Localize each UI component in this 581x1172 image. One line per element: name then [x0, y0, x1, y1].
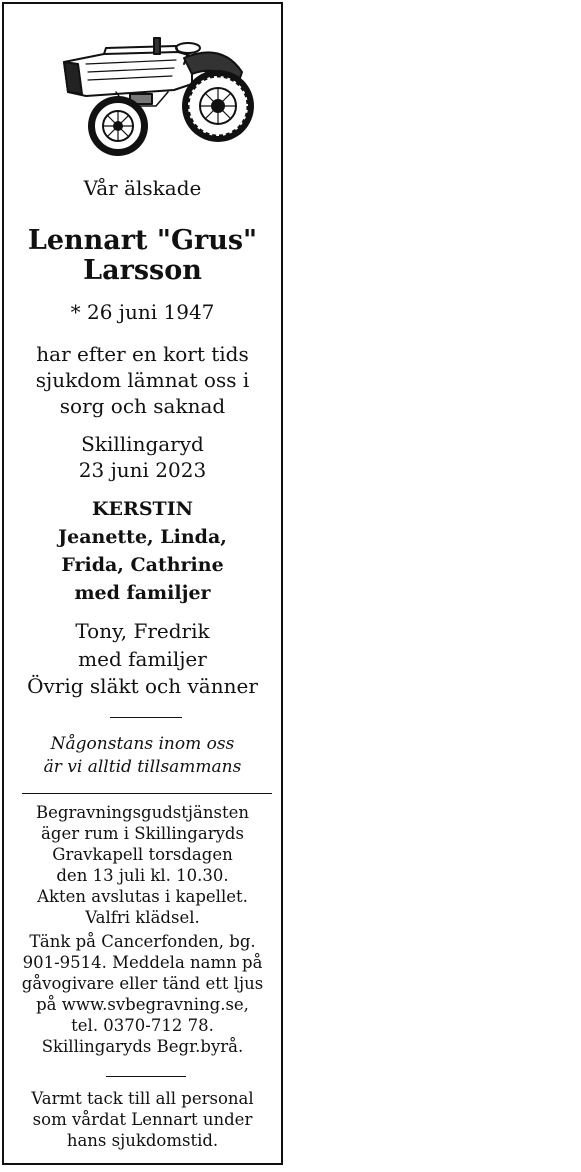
intro-text: Vår älskade	[83, 176, 202, 200]
deceased-name-line-2: Larsson	[83, 255, 202, 286]
thanks-line-2: som vårdat Lennart under	[32, 1110, 253, 1129]
funeral-line-6: Valfri klädsel.	[85, 908, 200, 927]
thanks-line-3: hans sjukdomstid.	[66, 1131, 219, 1150]
family-line-2: med familjer	[78, 647, 207, 671]
funeral-line-2: äger rum i Skillingaryds	[41, 824, 244, 843]
message-line-1: har efter en kort tids	[36, 342, 249, 366]
family-bold-line-4: med familjer	[74, 582, 211, 604]
family-line-1: Tony, Fredrik	[75, 619, 210, 643]
funeral-line-11: tel. 0370-712 78.	[71, 1016, 214, 1035]
divider-short-2	[106, 1076, 186, 1077]
place-of-death: Skillingaryd	[81, 432, 204, 456]
quote-line-2: är vi alltid tillsammans	[43, 757, 242, 777]
family-line-3: Övrig släkt och vänner	[27, 674, 258, 698]
message-line-2: sjukdom lämnat oss i	[35, 368, 250, 392]
message-line-3: sorg och saknad	[59, 394, 226, 418]
deceased-name-line-1: Lennart "Grus"	[27, 225, 258, 256]
divider-long	[22, 793, 272, 794]
funeral-line-9: gåvogivare eller tänd ett ljus	[21, 974, 264, 993]
birth-date: * 26 juni 1947	[70, 300, 215, 324]
obituary-notice	[2, 2, 283, 1165]
funeral-line-7: Tänk på Cancerfonden, bg.	[29, 932, 256, 951]
funeral-line-10: på www.svbegravning.se,	[36, 995, 249, 1014]
funeral-line-12: Skillingaryds Begr.byrå.	[41, 1037, 244, 1056]
tractor-icon	[56, 34, 256, 159]
funeral-line-1: Begravningsgudstjänsten	[36, 803, 249, 822]
funeral-line-8: 901-9514. Meddela namn på	[22, 953, 263, 972]
family-bold-line-3: Frida, Cathrine	[61, 554, 224, 576]
thanks-line-1: Varmt tack till all personal	[31, 1089, 254, 1108]
funeral-line-4: den 13 juli kl. 10.30.	[56, 866, 229, 885]
family-bold-line-2: Jeanette, Linda,	[58, 526, 227, 548]
funeral-line-3: Gravkapell torsdagen	[52, 845, 233, 864]
death-date: 23 juni 2023	[78, 458, 207, 482]
family-bold-line-1: KERSTIN	[92, 498, 193, 520]
quote-line-1: Någonstans inom oss	[50, 734, 235, 754]
funeral-line-5: Akten avslutas i kapellet.	[37, 887, 248, 906]
divider-short-1	[110, 717, 182, 718]
